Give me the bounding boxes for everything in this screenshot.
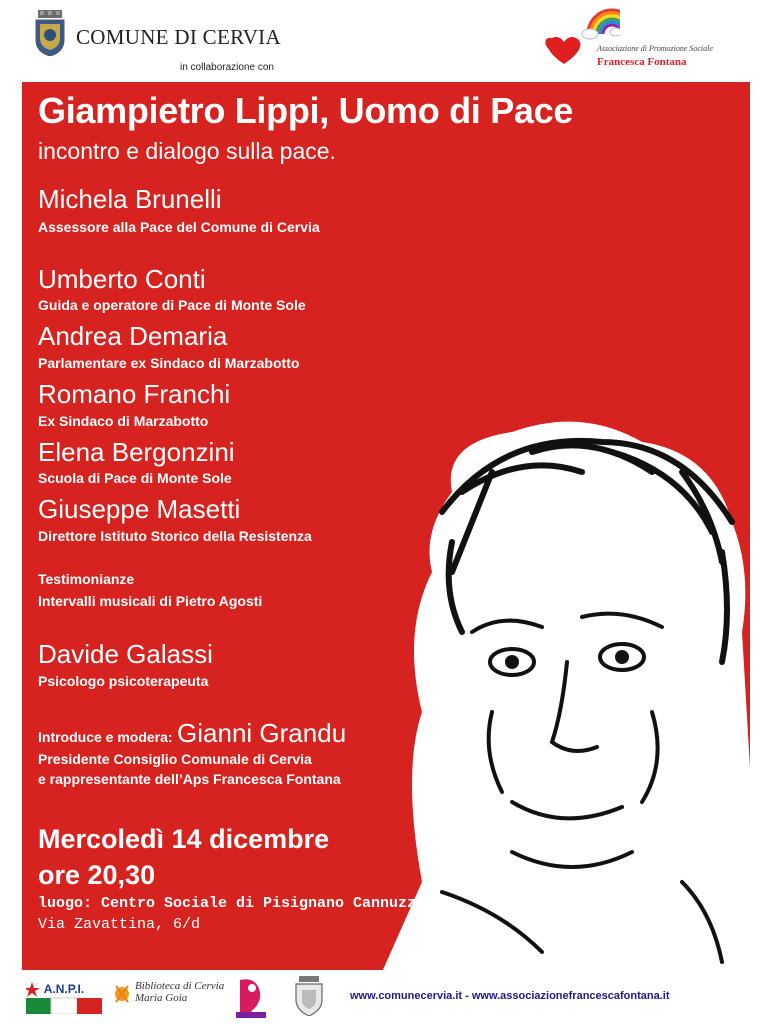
association-name: Francesca Fontana: [597, 56, 687, 68]
psychologist-role: Psicologo psicoterapeuta: [38, 673, 209, 689]
speaker-role: Ex Sindaco di Marzabotto: [38, 413, 209, 429]
speaker-name: Michela Brunelli: [38, 184, 222, 214]
biblioteca-name-2: Maria Goia: [135, 992, 188, 1004]
event-subtitle: incontro e dialogo sulla pace.: [38, 138, 336, 164]
speaker-role: Guida e operatore di Pace di Monte Sole: [38, 297, 306, 313]
anpi-flag-icon: [26, 978, 102, 1014]
speaker-name: Umberto Conti: [38, 264, 206, 294]
comune-title: COMUNE DI CERVIA: [76, 25, 281, 49]
anpi-label: A.N.P.I.: [43, 982, 85, 996]
psychologist-name: Davide Galassi: [38, 639, 213, 669]
extras-line: Intervalli musicali di Pietro Agosti: [38, 593, 263, 609]
speaker-name: Andrea Demaria: [38, 321, 228, 351]
biblioteca-name: Biblioteca di Cervia: [135, 980, 225, 992]
speaker-role: Parlamentare ex Sindaco di Marzabotto: [38, 355, 300, 371]
portrait-illustration: [382, 412, 750, 970]
collaboration-text: in collaborazione con: [180, 62, 274, 73]
municipal-crest-icon: [294, 976, 324, 1016]
event-place: luogo: Centro Sociale di Pisignano Cannuzzo: [38, 895, 426, 912]
event-time: ore 20,30: [38, 860, 156, 890]
speaker-name: Elena Bergonzini: [38, 437, 235, 467]
moderator-role: e rappresentante dell’Aps Francesca Fontana: [38, 771, 341, 787]
speaker-role: Direttore Istituto Storico della Resistenza: [38, 528, 312, 544]
extras-line: Testimonianze: [38, 571, 135, 587]
event-address: Via Zavattina, 6/d: [38, 916, 201, 933]
speaker-name: Romano Franchi: [38, 379, 231, 409]
event-date: Mercoledì 14 dicembre: [38, 824, 330, 854]
header: [0, 0, 772, 82]
speaker-role: Assessore alla Pace del Comune di Cervia: [38, 219, 320, 235]
footer: [0, 970, 772, 1024]
main-panel: [22, 82, 750, 970]
event-title: Giampietro Lippi, Uomo di Pace: [38, 90, 574, 131]
cervia-crest-icon: [34, 10, 66, 56]
madonna-logo-icon: [236, 974, 266, 1018]
website-links[interactable]: www.comunecervia.it - www.associazionefrancescafontana.it: [350, 990, 670, 1002]
speaker-role: Scuola di Pace di Monte Sole: [38, 470, 232, 486]
moderator-prefix: Introduce e modera:: [38, 729, 173, 745]
moderator-name: Gianni Grandu: [177, 718, 347, 748]
speaker-name: Giuseppe Masetti: [38, 494, 241, 524]
association-type: Associazione di Promozione Sociale: [597, 44, 713, 53]
moderator-role: Presidente Consiglio Comunale di Cervia: [38, 751, 312, 767]
moderator-line: [38, 718, 346, 749]
